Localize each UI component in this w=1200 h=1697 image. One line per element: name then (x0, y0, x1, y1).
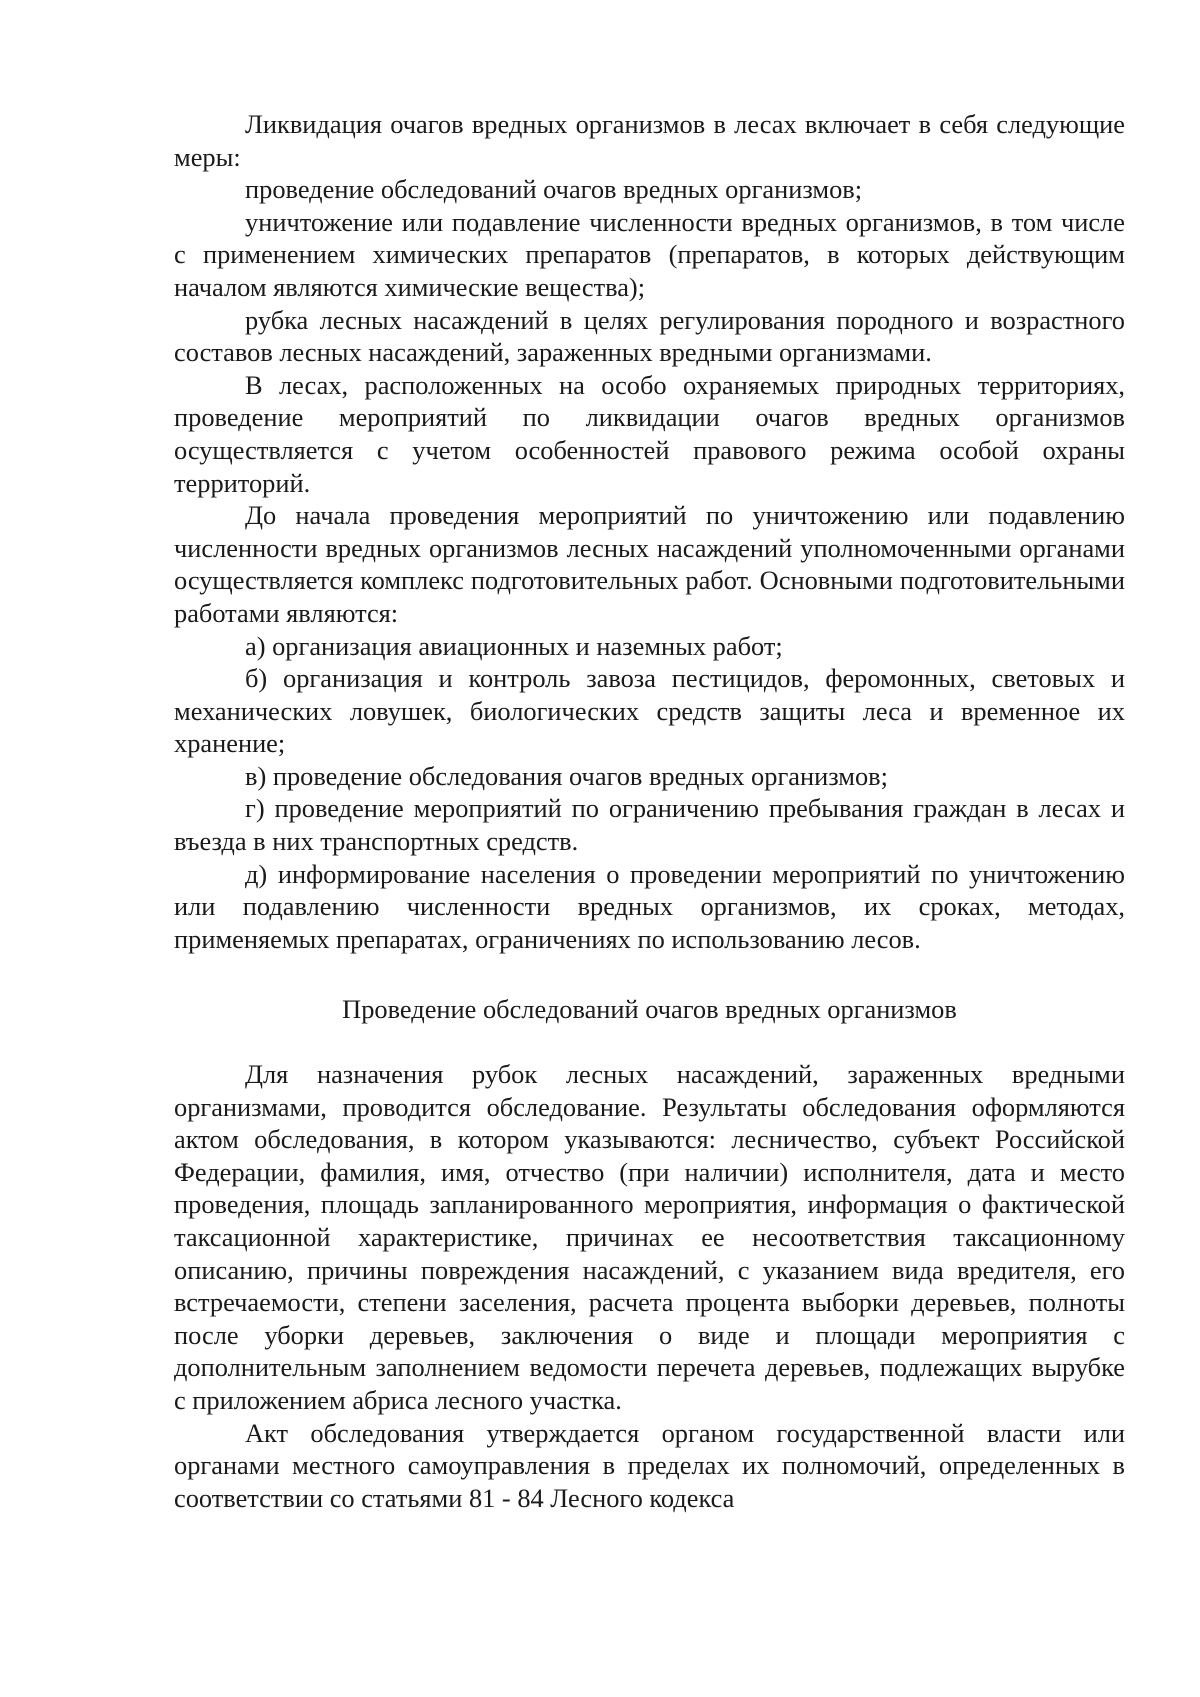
paragraph: В лесах, расположенных на особо охраняемых природных территориях, проведение мероприятий по ликвидации очагов вредных организмов осуществляется с учетом особенностей правового режима особой охраны территорий. (174, 369, 1125, 498)
paragraph: уничтожение или подавление численности вредных организмов, в том числе с применением химических препаратов (препаратов, в которых действующим началом являются химические вещества); (174, 206, 1125, 302)
list-item: г) проведение мероприятий по ограничению пребывания граждан в лесах и въезда в них транспортных средств. (174, 793, 1125, 857)
paragraph: Для назначения рубок лесных насаждений, зараженных вредными организмами, проводится обследование. Результаты обследования оформляются актом обследования, в котором указываются: лесничество, субъект Российской Федерации, фамилия, имя, отчество (при наличии) исполнителя, дата и место проведения, площадь запланированного мероприятия, информация о фактической таксационной характеристике, причинах ее несоответствия таксационному описанию, причины повреждения насаждений, с указанием вида вредителя, его встречаемости, степени заселения, расчета процента выборки деревьев, полноты после уборки деревьев, заключения о виде и площади мероприятия с дополнительным заполнением ведомости перечета деревьев, подлежащих вырубке с приложением абриса лесного участка. (174, 1059, 1125, 1415)
list-item: д) информирование населения о проведении мероприятий по уничтожению или подавлению численности вредных организмов, их сроках, методах, применяемых препаратах, ограничениях по использованию лесов. (174, 858, 1125, 954)
paragraph: Акт обследования утверждается органом государственной власти или органами местного самоуправления в пределах их полномочий, определенных в соответствии со статьями 81 - 84 Лесного кодекса (174, 1417, 1125, 1513)
list-item: в) проведение обследования очагов вредных организмов; (245, 760, 888, 791)
list-item: а) организация авиационных и наземных работ; (245, 630, 783, 661)
document-page (174, 108, 1125, 1514)
paragraph: До начала проведения мероприятий по уничтожению или подавлению численности вредных организмов лесных насаждений уполномоченными органами осуществляется комплекс подготовительных работ. Основными подготовительными работами являются: (174, 500, 1125, 628)
paragraph: рубка лесных насаждений в целях регулирования породного и возрастного составов лесных насаждений, зараженных вредными организмами. (174, 304, 1125, 368)
list-item: б) организация и контроль завоза пестицидов, феромонных, световых и механических ловушек, биологических средств защиты леса и временное их хранение; (174, 663, 1125, 759)
section-heading: Проведение обследований очагов вредных организмов (342, 994, 957, 1025)
paragraph: проведение обследований очагов вредных организмов; (245, 174, 863, 205)
paragraph: Ликвидация очагов вредных организмов в лесах включает в себя следующие меры: (174, 109, 1125, 172)
